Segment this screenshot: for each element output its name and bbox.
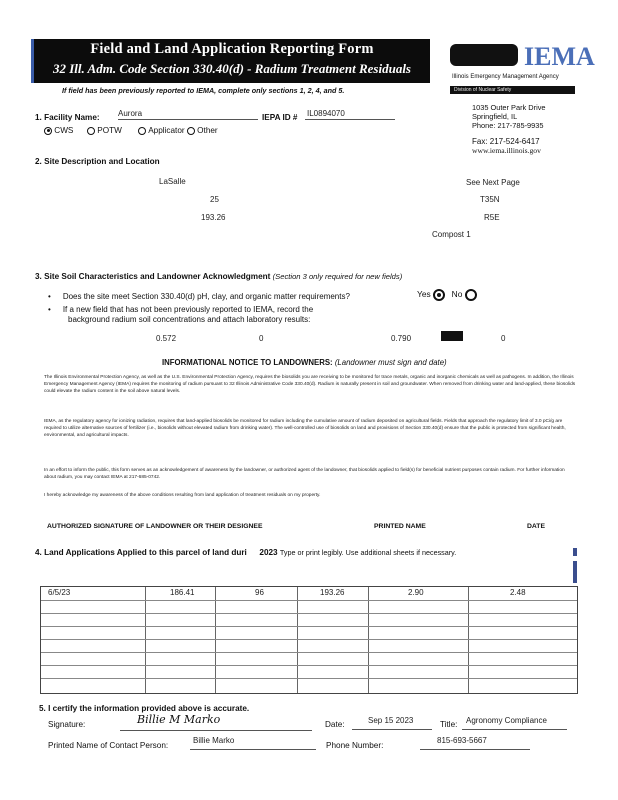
table-cell-date: 6/5/23 xyxy=(48,588,71,597)
section5-heading: 5. I certify the information provided above is accurate. xyxy=(39,704,250,713)
table-row-divider xyxy=(41,600,577,601)
bullet: • xyxy=(48,292,51,301)
notice-heading: INFORMATIONAL NOTICE TO LANDOWNERS: xyxy=(162,358,333,367)
printed-name-line xyxy=(190,749,316,750)
contact-signature: Billie M Marko xyxy=(137,713,221,726)
radium-value-4: 0 xyxy=(501,334,506,343)
agency-name: Illinois Emergency Management Agency xyxy=(452,74,559,80)
contact-printed-name: Billie Marko xyxy=(193,736,235,745)
notice-heading-note: (Landowner must sign and date) xyxy=(334,358,447,367)
form-title-bar xyxy=(31,39,430,83)
table-row-divider xyxy=(41,678,577,679)
agency-web: www.iema.illinois.gov xyxy=(472,146,541,155)
table-row-divider xyxy=(41,626,577,627)
section4-heading: 4. Land Applications Applied to this parcel of land duri xyxy=(35,548,247,557)
section-number-value: 25 xyxy=(210,195,219,204)
section3-heading-note: (Section 3 only required for new fields) xyxy=(272,272,403,281)
section4-heading-row xyxy=(35,548,456,557)
table-cell-col3: 96 xyxy=(255,588,264,597)
option-cws-label: CWS xyxy=(54,126,74,135)
notice-paragraph-3: In an effort to inform the public, this form serves as an acknowledgement of awareness by the landowner, or authorized agent of the landowner, that biosolids applied to field(s) for beneficial nutrient purposes contain radium. For further information about radium, you may contact IEMA at 217-685-0742. xyxy=(44,468,565,481)
section2-heading: 2. Site Description and Location xyxy=(35,157,160,166)
range-value: R5E xyxy=(484,213,500,222)
notice-paragraph-1: The Illinois Environmental Protection Agency, as well as the U.S. Environmental Protection Agency, requires the biosolids you are receiving to be monitored for trace metals, organic and inorganic chemicals as well as pathogens. In addition, the Illinois Emergency Management Agency (IEMA) requires the monitoring of radium pursuant to 32 Illinois Administrative Code 330.40(d). Radium is naturally present in soil and groundwater. When removed from drinking water and land-applied, these biosolids could elevate the radium content in the soil above natural levels. xyxy=(44,375,576,395)
reporting-year: 2023 xyxy=(259,548,278,557)
scan-edge-mark xyxy=(573,548,577,556)
site-name-value: Compost 1 xyxy=(432,230,471,239)
option-potw-label: POTW xyxy=(97,126,122,135)
table-row-divider xyxy=(41,613,577,614)
title-line xyxy=(462,729,567,730)
radio-potw[interactable] xyxy=(87,127,95,135)
section3-q1 xyxy=(48,292,350,301)
q2-line2: background radium soil concentrations and attach laboratory results: xyxy=(68,315,311,324)
field-location-value: See Next Page xyxy=(466,178,520,187)
logo-text: IEMA xyxy=(524,42,595,71)
title-label: Title: xyxy=(440,720,458,729)
phone-label: Phone Number: xyxy=(326,741,384,750)
radio-other[interactable] xyxy=(187,127,195,135)
iema-logo xyxy=(450,41,595,71)
form-title: Field and Land Application Reporting Form xyxy=(90,41,374,57)
contact-phone: 815-693-5667 xyxy=(437,736,487,745)
agency-address xyxy=(472,103,546,155)
applications-table xyxy=(40,586,578,694)
iepa-id-line xyxy=(305,119,395,120)
signature-label: Signature: xyxy=(48,720,86,729)
radio-yes[interactable] xyxy=(433,289,445,301)
date-field-label: Date: xyxy=(325,720,345,729)
redaction-block xyxy=(441,331,463,341)
scan-edge-mark xyxy=(573,561,577,583)
table-row-divider xyxy=(41,639,577,640)
table-row-divider xyxy=(41,665,577,666)
section1-heading: 1. Facility Name: xyxy=(35,113,100,122)
agency-division: Division of Nuclear Safety xyxy=(450,86,575,94)
section3-heading-row xyxy=(35,272,402,281)
radio-no[interactable] xyxy=(465,289,477,301)
section3-q2 xyxy=(48,305,313,325)
agency-address-line2: Springfield, IL xyxy=(472,112,518,121)
iepa-id-value: IL0894070 xyxy=(307,109,345,118)
agency-phone: Phone: 217-785-9935 xyxy=(472,121,544,130)
radium-value-2: 0 xyxy=(259,334,264,343)
landowner-signature-label: AUTHORIZED SIGNATURE OF LANDOWNER OR THEIR DESIGNEE xyxy=(47,523,263,530)
section3-heading: 3. Site Soil Characteristics and Landowner Acknowledgment xyxy=(35,272,271,281)
option-applicator-label: Applicator xyxy=(148,126,185,135)
table-cell-col4: 193.26 xyxy=(320,588,345,597)
yes-no-options xyxy=(417,289,477,301)
contact-title: Agronomy Compliance xyxy=(466,716,547,725)
no-label: No xyxy=(451,289,463,300)
notice-heading-row xyxy=(162,358,447,367)
facility-name-line xyxy=(118,119,258,120)
q2-line1: If a new field that has not been previously reported to IEMA, record the xyxy=(62,305,314,314)
facility-name-value: Aurora xyxy=(118,109,143,118)
radio-applicator[interactable] xyxy=(138,127,146,135)
printed-name-label: PRINTED NAME xyxy=(374,523,426,530)
option-other-label: Other xyxy=(197,126,218,135)
table-cell-col2: 186.41 xyxy=(170,588,195,597)
phone-line xyxy=(420,749,530,750)
radium-value-3: 0.790 xyxy=(391,334,412,343)
notice-paragraph-4: I hereby acknowledge my awareness of the above conditions resulting from land application of treatment residuals on my property. xyxy=(44,493,321,498)
notice-paragraph-2: IEMA, as the regulatory agency for ionizing radiation, requires that land-applied biosolids be monitored for radium including the cumulative amount of radium deposited on agricultural fields. Fields that approach the regulatory limit of 3.0 pCi/g are required to utilize alternative sources of fertilizer (i.e., biosolids without elevated radium from drinking water). The well-controlled use of biosolids on land and provisions of Section 330.40(d) ensure that the public is protected from significant health, environmental, and agricultural impacts. xyxy=(44,419,566,439)
agency-fax: Fax: 217-524-6417 xyxy=(472,137,540,146)
radium-value-1: 0.572 xyxy=(156,334,177,343)
table-row-divider xyxy=(41,652,577,653)
iepa-id-label: IEPA ID # xyxy=(262,113,298,122)
section4-instruction: Type or print legibly. Use additional sheets if necessary. xyxy=(279,548,457,557)
yes-label: Yes xyxy=(417,289,431,300)
previous-report-notice: If field has been previously reported to IEMA, complete only sections 1, 2, 4, and 5. xyxy=(62,86,345,95)
agency-address-line1: 1035 Outer Park Drive xyxy=(472,103,546,112)
bullet: • xyxy=(48,305,51,314)
acres-value: 193.26 xyxy=(201,213,226,222)
county-value: LaSalle xyxy=(159,177,186,186)
signature-line xyxy=(120,730,312,731)
table-cell-col5: 2.90 xyxy=(408,588,424,597)
q1-text: Does the site meet Section 330.40(d) pH, clay, and organic matter requirements? xyxy=(62,292,350,301)
signature-date: Sep 15 2023 xyxy=(368,716,414,725)
table-cell-col6: 2.48 xyxy=(510,588,526,597)
facility-type-options xyxy=(44,126,218,135)
printed-name-field-label: Printed Name of Contact Person: xyxy=(48,741,169,750)
radio-cws[interactable] xyxy=(44,127,52,135)
form-subtitle: 32 Ill. Adm. Code Section 330.40(d) - Radium Treatment Residuals xyxy=(53,61,411,76)
logo-redaction-blob xyxy=(450,44,518,66)
date-label: DATE xyxy=(527,523,545,530)
township-value: T35N xyxy=(480,195,500,204)
date-line xyxy=(352,729,432,730)
